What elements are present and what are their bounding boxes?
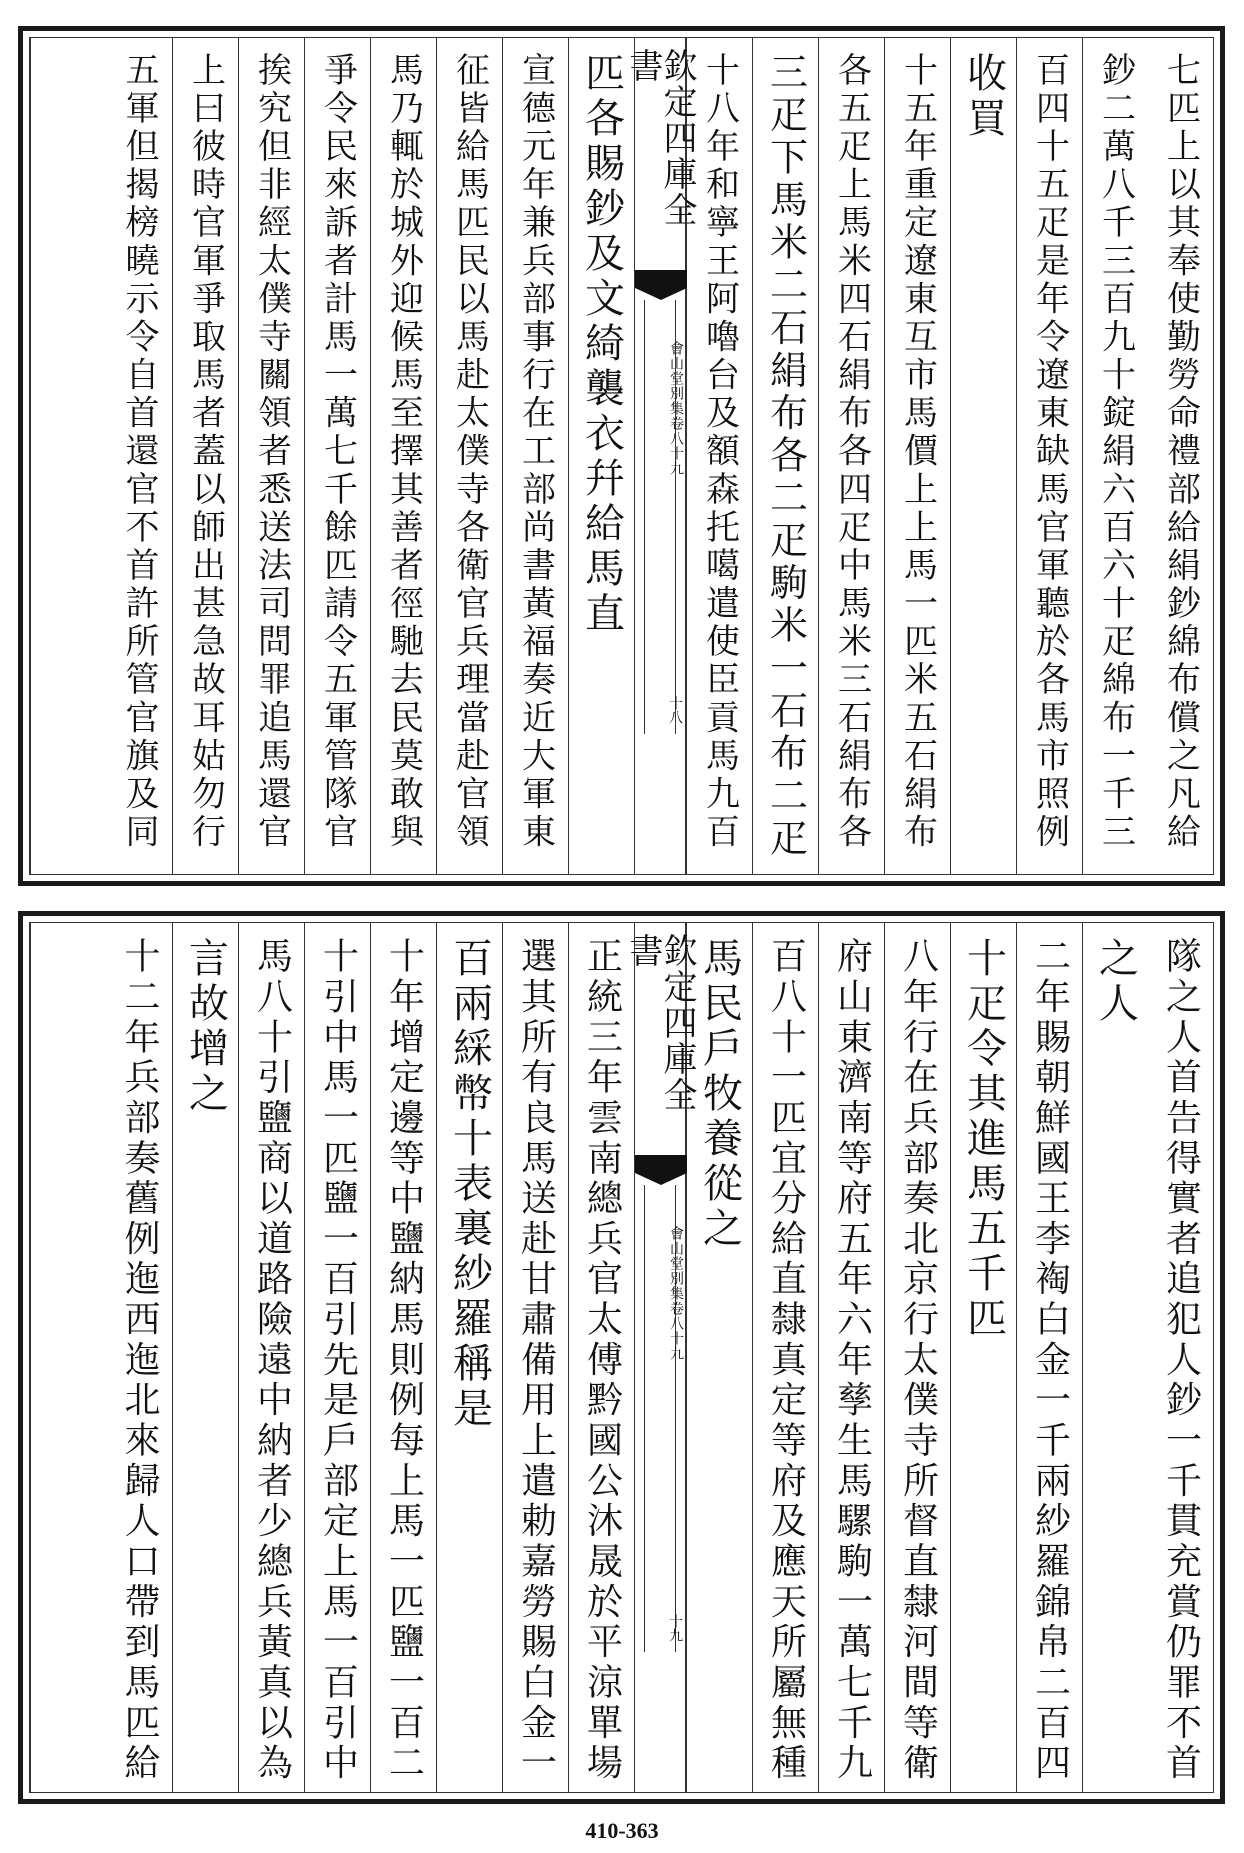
column-text: 三疋下馬米二石絹布各二疋駒米一石布二疋 xyxy=(763,52,808,861)
spine-volume: 卷八十九 xyxy=(668,1300,684,1361)
spine-volume: 卷八十九 xyxy=(668,415,684,476)
text-column xyxy=(752,923,818,1792)
text-column xyxy=(30,38,172,874)
column-text: 七匹上以其奉使勤勞命禮部給絹鈔綿布償之凡給 xyxy=(1160,52,1201,852)
text-column xyxy=(370,38,436,874)
fish-tail-ornament-icon xyxy=(635,1155,687,1185)
column-text: 十引中馬一匹鹽一百引先是戶部定上馬一百引中 xyxy=(317,937,359,1784)
column-text: 挨究但非經太僕寺關領者悉送法司問罪追馬還官 xyxy=(251,52,292,852)
page-number: 410-363 xyxy=(585,1818,659,1843)
text-column xyxy=(568,38,634,874)
center-spine xyxy=(623,38,697,874)
text-column xyxy=(884,923,950,1792)
text-column xyxy=(436,38,502,874)
spine-leaf-number: 十八 xyxy=(667,696,683,724)
top-page-frame xyxy=(29,37,1214,875)
column-text: 十疋令其進馬五千匹 xyxy=(960,937,1007,1342)
column-text: 馬八十引鹽商以道路險遠中納者少總兵黃真以為 xyxy=(251,937,293,1784)
bottom-page-panel xyxy=(18,911,1225,1804)
text-column xyxy=(884,38,950,874)
text-column xyxy=(238,38,304,874)
column-text: 隊之人首告得實者追犯人鈔一千貫充賞仍罪不首 xyxy=(1160,937,1202,1784)
text-column xyxy=(172,923,238,1792)
column-text: 十八年和寧王阿嚕台及額森托噶遣使臣貢馬九百 xyxy=(699,52,740,852)
text-column xyxy=(304,38,370,874)
column-text: 匹各賜鈔及文綺襲衣幷給馬直 xyxy=(578,52,625,637)
top-page-panel xyxy=(18,26,1225,886)
text-column xyxy=(172,38,238,874)
column-text: 上曰彼時官軍爭取馬者蓋以師出甚急故耳姑勿行 xyxy=(185,52,226,852)
text-column xyxy=(502,38,568,874)
column-text: 征皆給馬匹民以馬赴太僕寺各衛官兵理當赴官領 xyxy=(449,52,490,852)
center-spine xyxy=(623,923,697,1792)
text-column xyxy=(1082,38,1148,874)
spine-book-name: 會山堂別集 xyxy=(668,1225,684,1301)
bottom-page-frame xyxy=(29,922,1214,1793)
column-text: 二年賜朝鮮國王李裪白金一千兩紗羅錦帛二百四 xyxy=(1029,937,1071,1784)
text-column xyxy=(950,923,1016,1792)
spine-title: 欽定四庫全書 xyxy=(623,933,697,1113)
text-column xyxy=(30,923,172,1792)
spine-title: 欽定四庫全書 xyxy=(623,48,697,228)
text-column xyxy=(1148,923,1213,1792)
text-column xyxy=(502,923,568,1792)
text-column xyxy=(568,923,634,1792)
spine-subtitle xyxy=(635,328,685,488)
column-text: 各五疋上馬米四石絹布各四疋中馬米三石絹布各 xyxy=(831,52,872,852)
column-text: 馬乃輒於城外迎候馬至擇其善者徑馳去民莫敢與 xyxy=(383,52,424,852)
column-text: 百八十一匹宜分給直隸真定等府及應天所屬無種 xyxy=(765,937,807,1784)
text-column xyxy=(436,923,502,1792)
column-text: 八年行在兵部奏北京行太僕寺所督直隸河間等衛 xyxy=(897,937,939,1784)
column-text: 府山東濟南等府五年六年孳生馬騾駒一萬七千九 xyxy=(831,937,873,1784)
text-column xyxy=(370,923,436,1792)
text-column xyxy=(1082,923,1148,1792)
column-text: 百兩綵幣十表裏紗羅稱是 xyxy=(446,937,493,1432)
spine-book-name: 會山堂別集 xyxy=(668,340,684,416)
text-column xyxy=(950,38,1016,874)
column-text: 十二年兵部奏舊例迤西迤北來歸人口帶到馬匹給 xyxy=(119,937,160,1784)
text-column xyxy=(752,38,818,874)
fish-tail-ornament-icon xyxy=(635,270,687,300)
text-column xyxy=(1016,923,1082,1792)
text-column xyxy=(818,923,884,1792)
column-text: 十年增定邊等中鹽納馬則例每上馬一匹鹽一百二 xyxy=(383,937,425,1784)
column-text: 之人 xyxy=(1092,937,1139,1027)
text-column xyxy=(818,38,884,874)
spine-subtitle xyxy=(635,1213,685,1373)
column-text: 選其所有良馬送赴甘肅備用上遣勅嘉勞賜白金一 xyxy=(515,937,557,1784)
column-text: 爭令民來訴者計馬一萬七千餘匹請令五軍管隊官 xyxy=(317,52,358,852)
column-text: 言故增之 xyxy=(182,937,229,1117)
text-column xyxy=(304,923,370,1792)
text-column xyxy=(238,923,304,1792)
column-text: 五軍但揭榜曉示令自首還官不首許所管官旗及同 xyxy=(119,52,159,852)
column-text: 收買 xyxy=(960,52,1007,142)
column-text: 正統三年雲南總兵官太傅黔國公沐晟於平涼單場 xyxy=(581,937,623,1784)
column-text: 宣德元年兼兵部事行在工部尚書黃福奏近大軍東 xyxy=(515,52,556,852)
column-text: 十五年重定遼東互市馬價上上馬一匹米五石絹布 xyxy=(897,52,938,852)
text-column xyxy=(1016,38,1082,874)
column-text: 百四十五疋是年令遼東缺馬官軍聽於各馬市照例 xyxy=(1029,52,1070,852)
column-text: 馬民戶牧養從之 xyxy=(696,937,743,1252)
text-column xyxy=(1148,38,1213,874)
spine-leaf-number: 十九 xyxy=(667,1614,683,1642)
column-text: 鈔二萬八千三百九十錠絹六百六十疋綿布一千三 xyxy=(1095,52,1136,852)
